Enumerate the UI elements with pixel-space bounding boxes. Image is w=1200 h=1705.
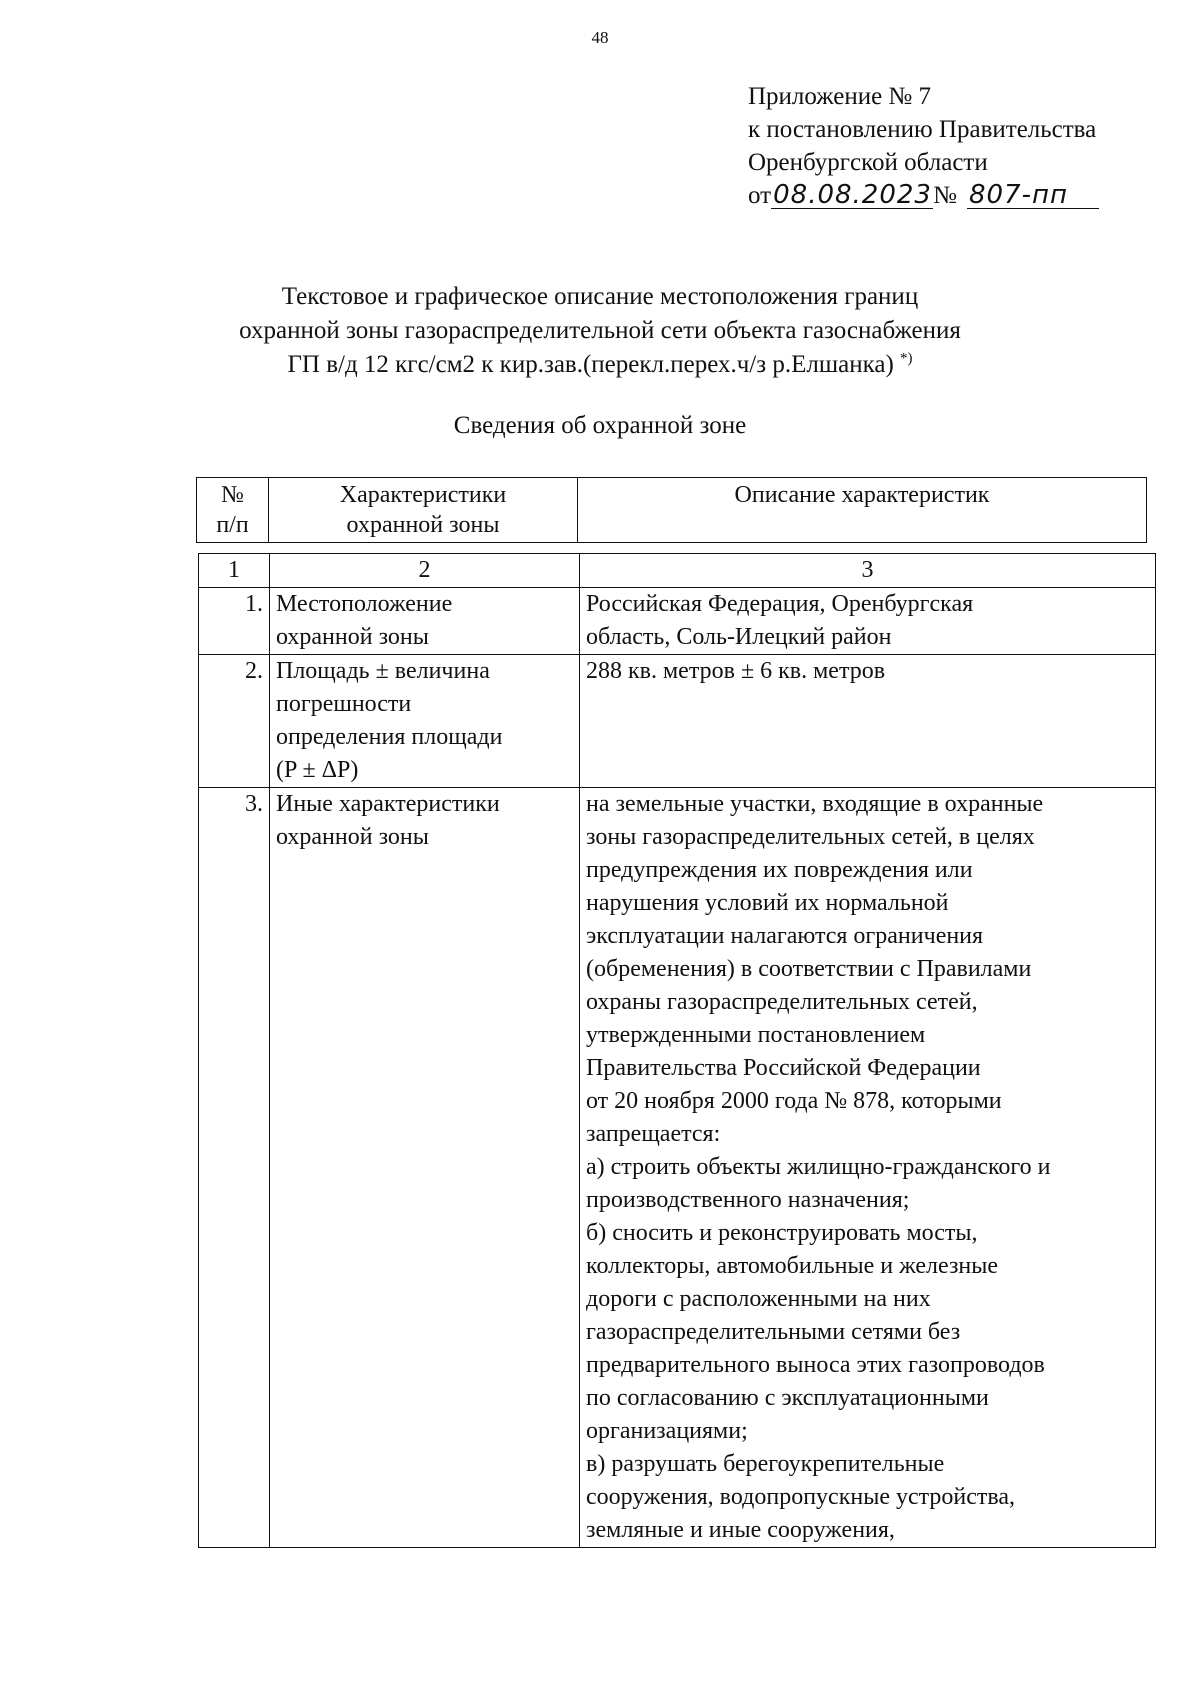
table-row <box>199 588 1156 655</box>
row-name-line: Иные характеристики <box>276 791 500 817</box>
numbering-row <box>199 554 1156 588</box>
row-desc-line: 288 кв. метров ± 6 кв. метров <box>586 658 886 684</box>
row-name <box>270 788 580 1548</box>
row-name-line: охранной зоны <box>276 824 429 850</box>
row-desc-line: от 20 ноября 2000 года № 878, которыми <box>586 1088 1002 1114</box>
row-desc-line: а) строить объекты жилищно-гражданского и <box>586 1154 1051 1180</box>
handwritten-date: 08.08.2023 <box>773 180 932 210</box>
row-desc-line: Российская Федерация, Оренбургская <box>586 591 974 617</box>
row-description <box>580 788 1156 1548</box>
header-text: охранной зоны <box>346 512 500 538</box>
handwritten-number: 807-пп <box>967 182 1099 209</box>
row-name-line: Местоположение <box>276 591 453 617</box>
row-desc-line: дороги с расположенными на них <box>586 1286 931 1312</box>
row-desc-line: в) разрушать берегоукрепительные <box>586 1451 945 1477</box>
row-desc-line: на земельные участки, входящие в охранные <box>586 791 1044 817</box>
row-name-line: погрешности <box>276 691 412 717</box>
table-header <box>196 477 1147 543</box>
row-name <box>270 588 580 655</box>
row-number: 1. <box>199 588 270 655</box>
appendix-date-row <box>748 179 1099 212</box>
row-desc-line: коллекторы, автомобильные и железные <box>586 1253 999 1279</box>
row-desc-line: предварительного выноса этих газопроводов <box>586 1352 1045 1378</box>
appendix-line: к постановлению Правительства <box>748 116 1097 143</box>
number-sign: № <box>933 182 957 209</box>
row-desc-line: организациями; <box>586 1418 748 1444</box>
row-desc-line: газораспределительными сетями без <box>586 1319 961 1345</box>
appendix-block <box>748 80 1099 212</box>
data-table <box>198 553 1156 1548</box>
row-desc-line: сооружения, водопропускные устройства, <box>586 1484 1016 1510</box>
row-number: 3. <box>199 788 270 1548</box>
row-desc-line: нарушения условий их нормальной <box>586 890 949 916</box>
row-description <box>580 588 1156 655</box>
table-row <box>199 788 1156 1548</box>
document-title <box>0 280 1200 382</box>
header-text: п/п <box>216 512 249 538</box>
row-description <box>580 655 1156 788</box>
date-prefix: от <box>748 182 772 209</box>
row-desc-line: область, Соль-Илецкий район <box>586 624 892 650</box>
row-desc-line: земляные и иные сооружения, <box>586 1517 895 1543</box>
footnote-mark: *) <box>900 350 913 367</box>
header-text: Описание характеристик <box>734 482 990 508</box>
title-line: Текстовое и графическое описание местоположения границ <box>281 283 919 310</box>
row-name-line: (P ± ΔP) <box>276 757 359 783</box>
numbering-cell: 3 <box>580 554 1156 588</box>
row-name <box>270 655 580 788</box>
appendix-line: Оренбургской области <box>748 149 988 176</box>
row-desc-line: зоны газораспределительных сетей, в целях <box>586 824 1035 850</box>
title-line: охранной зоны газораспределительной сети объекта газоснабжения <box>239 317 961 344</box>
page-number: 48 <box>591 28 609 47</box>
row-desc-line: охраны газораспределительных сетей, <box>586 989 978 1015</box>
row-desc-line: утвержденными постановлением <box>586 1022 926 1048</box>
row-name-line: охранной зоны <box>276 624 429 650</box>
section-title: Сведения об охранной зоне <box>453 412 747 439</box>
header-text: № <box>221 482 244 508</box>
row-desc-line: производственного назначения; <box>586 1187 910 1213</box>
row-number: 2. <box>199 655 270 788</box>
header-row <box>197 478 1147 543</box>
appendix-line: Приложение № 7 <box>748 83 932 110</box>
row-name-line: определения площади <box>276 724 503 750</box>
row-desc-line: запрещается: <box>586 1121 721 1147</box>
header-col-number <box>197 478 269 543</box>
numbering-cell: 1 <box>199 554 270 588</box>
header-col-description <box>578 478 1147 543</box>
row-desc-line: Правительства Российской Федерации <box>586 1055 981 1081</box>
header-text: Характеристики <box>339 482 507 508</box>
row-desc-line: б) сносить и реконструировать мосты, <box>586 1220 978 1246</box>
title-line-text: ГП в/д 12 кгс/см2 к кир.зав.(перекл.перех.ч/з р.Елшанка) <box>287 351 894 378</box>
table-row <box>199 655 1156 788</box>
row-desc-line: по согласованию с эксплуатационными <box>586 1385 989 1411</box>
title-line-with-footnote <box>0 348 1200 382</box>
row-desc-line: эксплуатации налагаются ограничения <box>586 923 984 949</box>
header-col-characteristics <box>269 478 578 543</box>
row-name-line: Площадь ± величина <box>276 658 490 684</box>
row-desc-line: предупреждения их повреждения или <box>586 857 973 883</box>
row-desc-line: (обременения) в соответствии с Правилами <box>586 956 1032 982</box>
numbering-cell: 2 <box>270 554 580 588</box>
